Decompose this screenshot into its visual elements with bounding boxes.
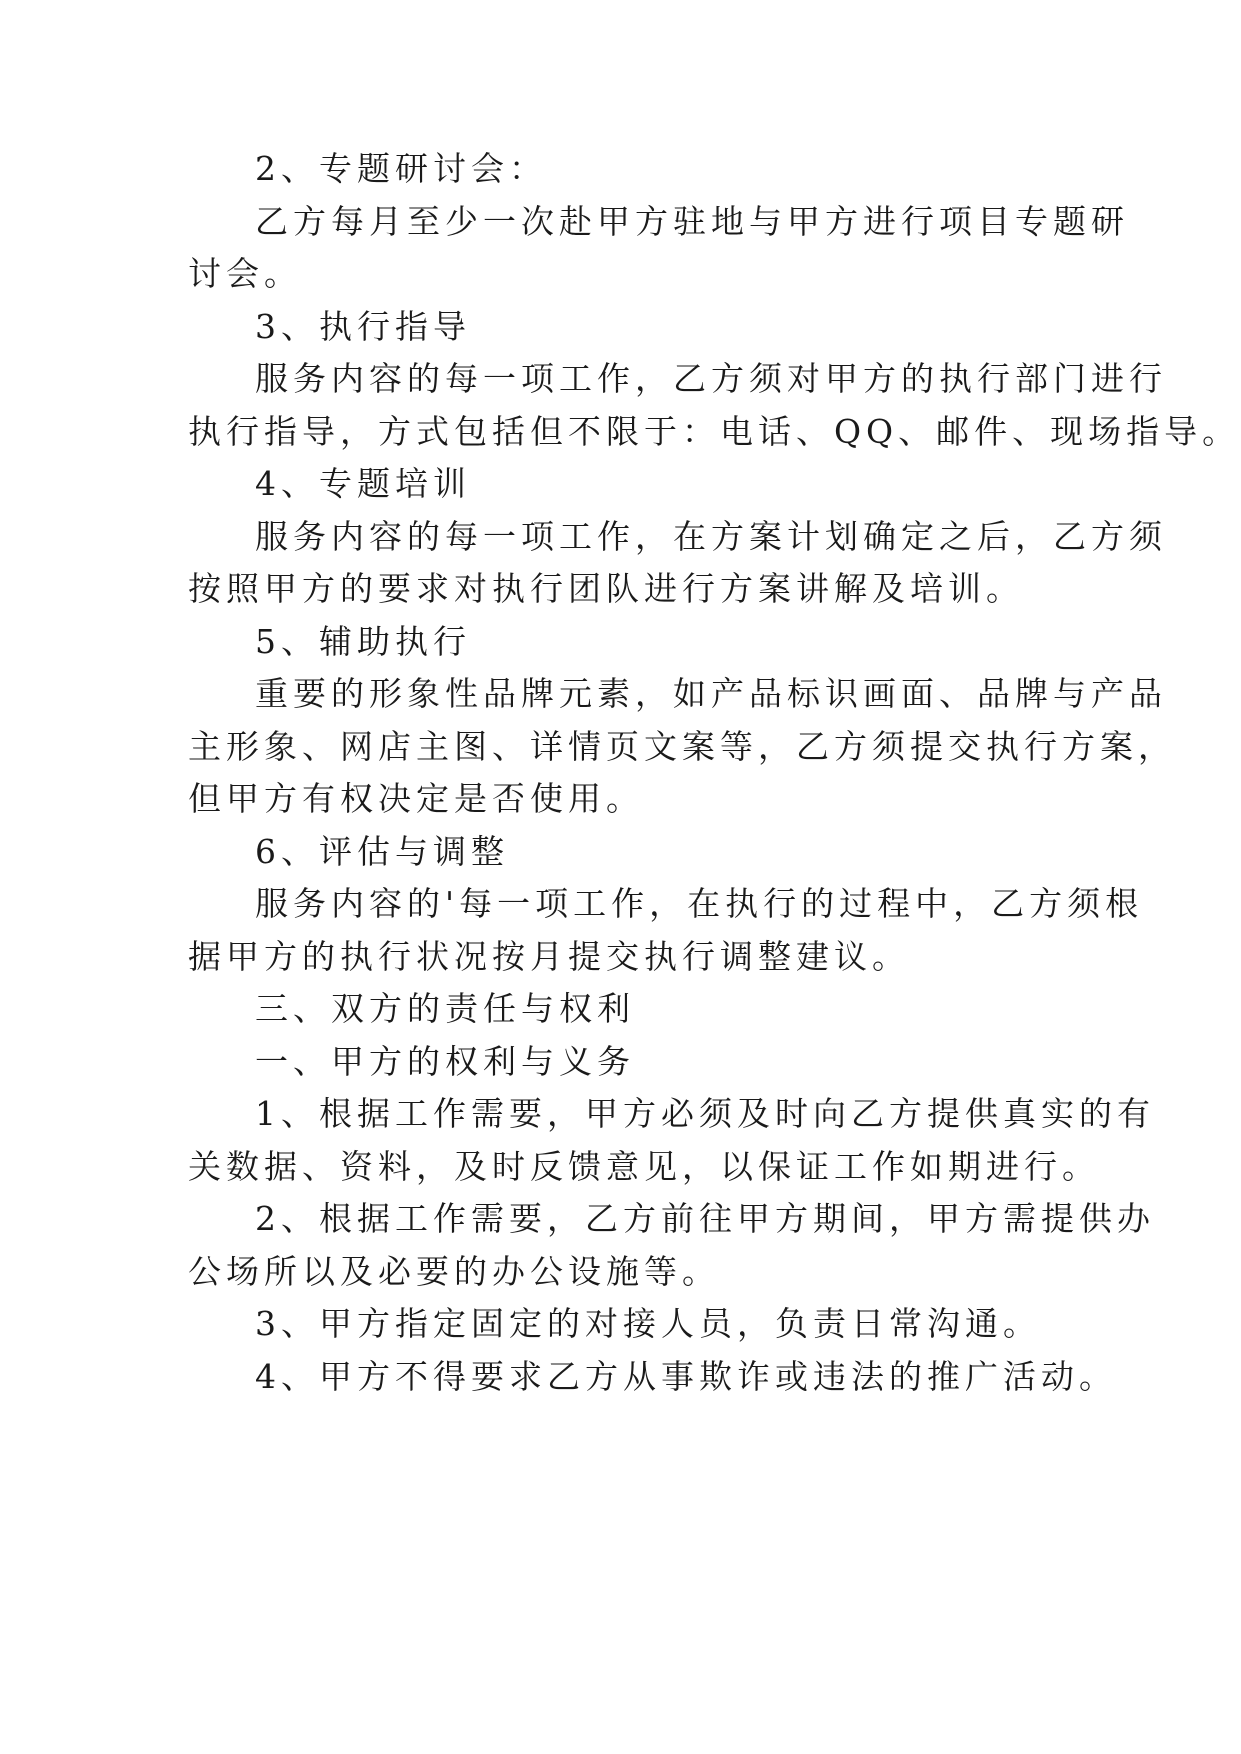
heading-6-evaluation-adjustment: 6、评估与调整 — [255, 832, 509, 871]
paragraph-line: 重要的形象性品牌元素，如产品标识画面、品牌与产品 — [255, 674, 1167, 713]
paragraph-line: 服务内容的每一项工作，乙方须对甲方的执行部门进行 — [255, 359, 1167, 398]
paragraph-line: 4、甲方不得要求乙方从事欺诈或违法的推广活动。 — [255, 1357, 1117, 1396]
paragraph-line: 讨会。 — [188, 254, 302, 293]
paragraph-line: 公场所以及必要的办公设施等。 — [188, 1252, 720, 1291]
paragraph-line: 乙方每月至少一次赴甲方驻地与甲方进行项目专题研 — [255, 202, 1129, 241]
heading-2-topic-seminar: 2、专题研讨会： — [255, 149, 547, 188]
paragraph-line: 按照甲方的要求对执行团队进行方案讲解及培训。 — [188, 569, 1024, 608]
paragraph-line: 3、甲方指定固定的对接人员，负责日常沟通。 — [255, 1304, 1041, 1343]
heading-3-execution-guidance: 3、执行指导 — [255, 307, 471, 346]
heading-5-assisted-execution: 5、辅助执行 — [255, 622, 471, 661]
paragraph-line: 2、根据工作需要，乙方前往甲方期间，甲方需提供办 — [255, 1199, 1155, 1238]
paragraph-line: 执行指导，方式包括但不限于：电话、QQ、邮件、现场指导。 — [188, 412, 1241, 451]
paragraph-line: 主形象、网店主图、详情页文案等，乙方须提交执行方案， — [188, 727, 1176, 766]
paragraph-line: 但甲方有权决定是否使用。 — [188, 779, 644, 818]
section-heading-responsibilities: 三、双方的责任与权利 — [255, 989, 635, 1028]
paragraph-line: 服务内容的'每一项工作，在执行的过程中，乙方须根 — [255, 884, 1144, 923]
heading-4-topic-training: 4、专题培训 — [255, 464, 471, 503]
paragraph-line: 服务内容的每一项工作，在方案计划确定之后，乙方须 — [255, 517, 1167, 556]
paragraph-line: 据甲方的执行状况按月提交执行调整建议。 — [188, 937, 910, 976]
subsection-heading-party-a: 一、甲方的权利与义务 — [255, 1042, 635, 1081]
paragraph-line: 关数据、资料，及时反馈意见，以保证工作如期进行。 — [188, 1147, 1100, 1186]
paragraph-line: 1、根据工作需要，甲方必须及时向乙方提供真实的有 — [255, 1094, 1155, 1133]
